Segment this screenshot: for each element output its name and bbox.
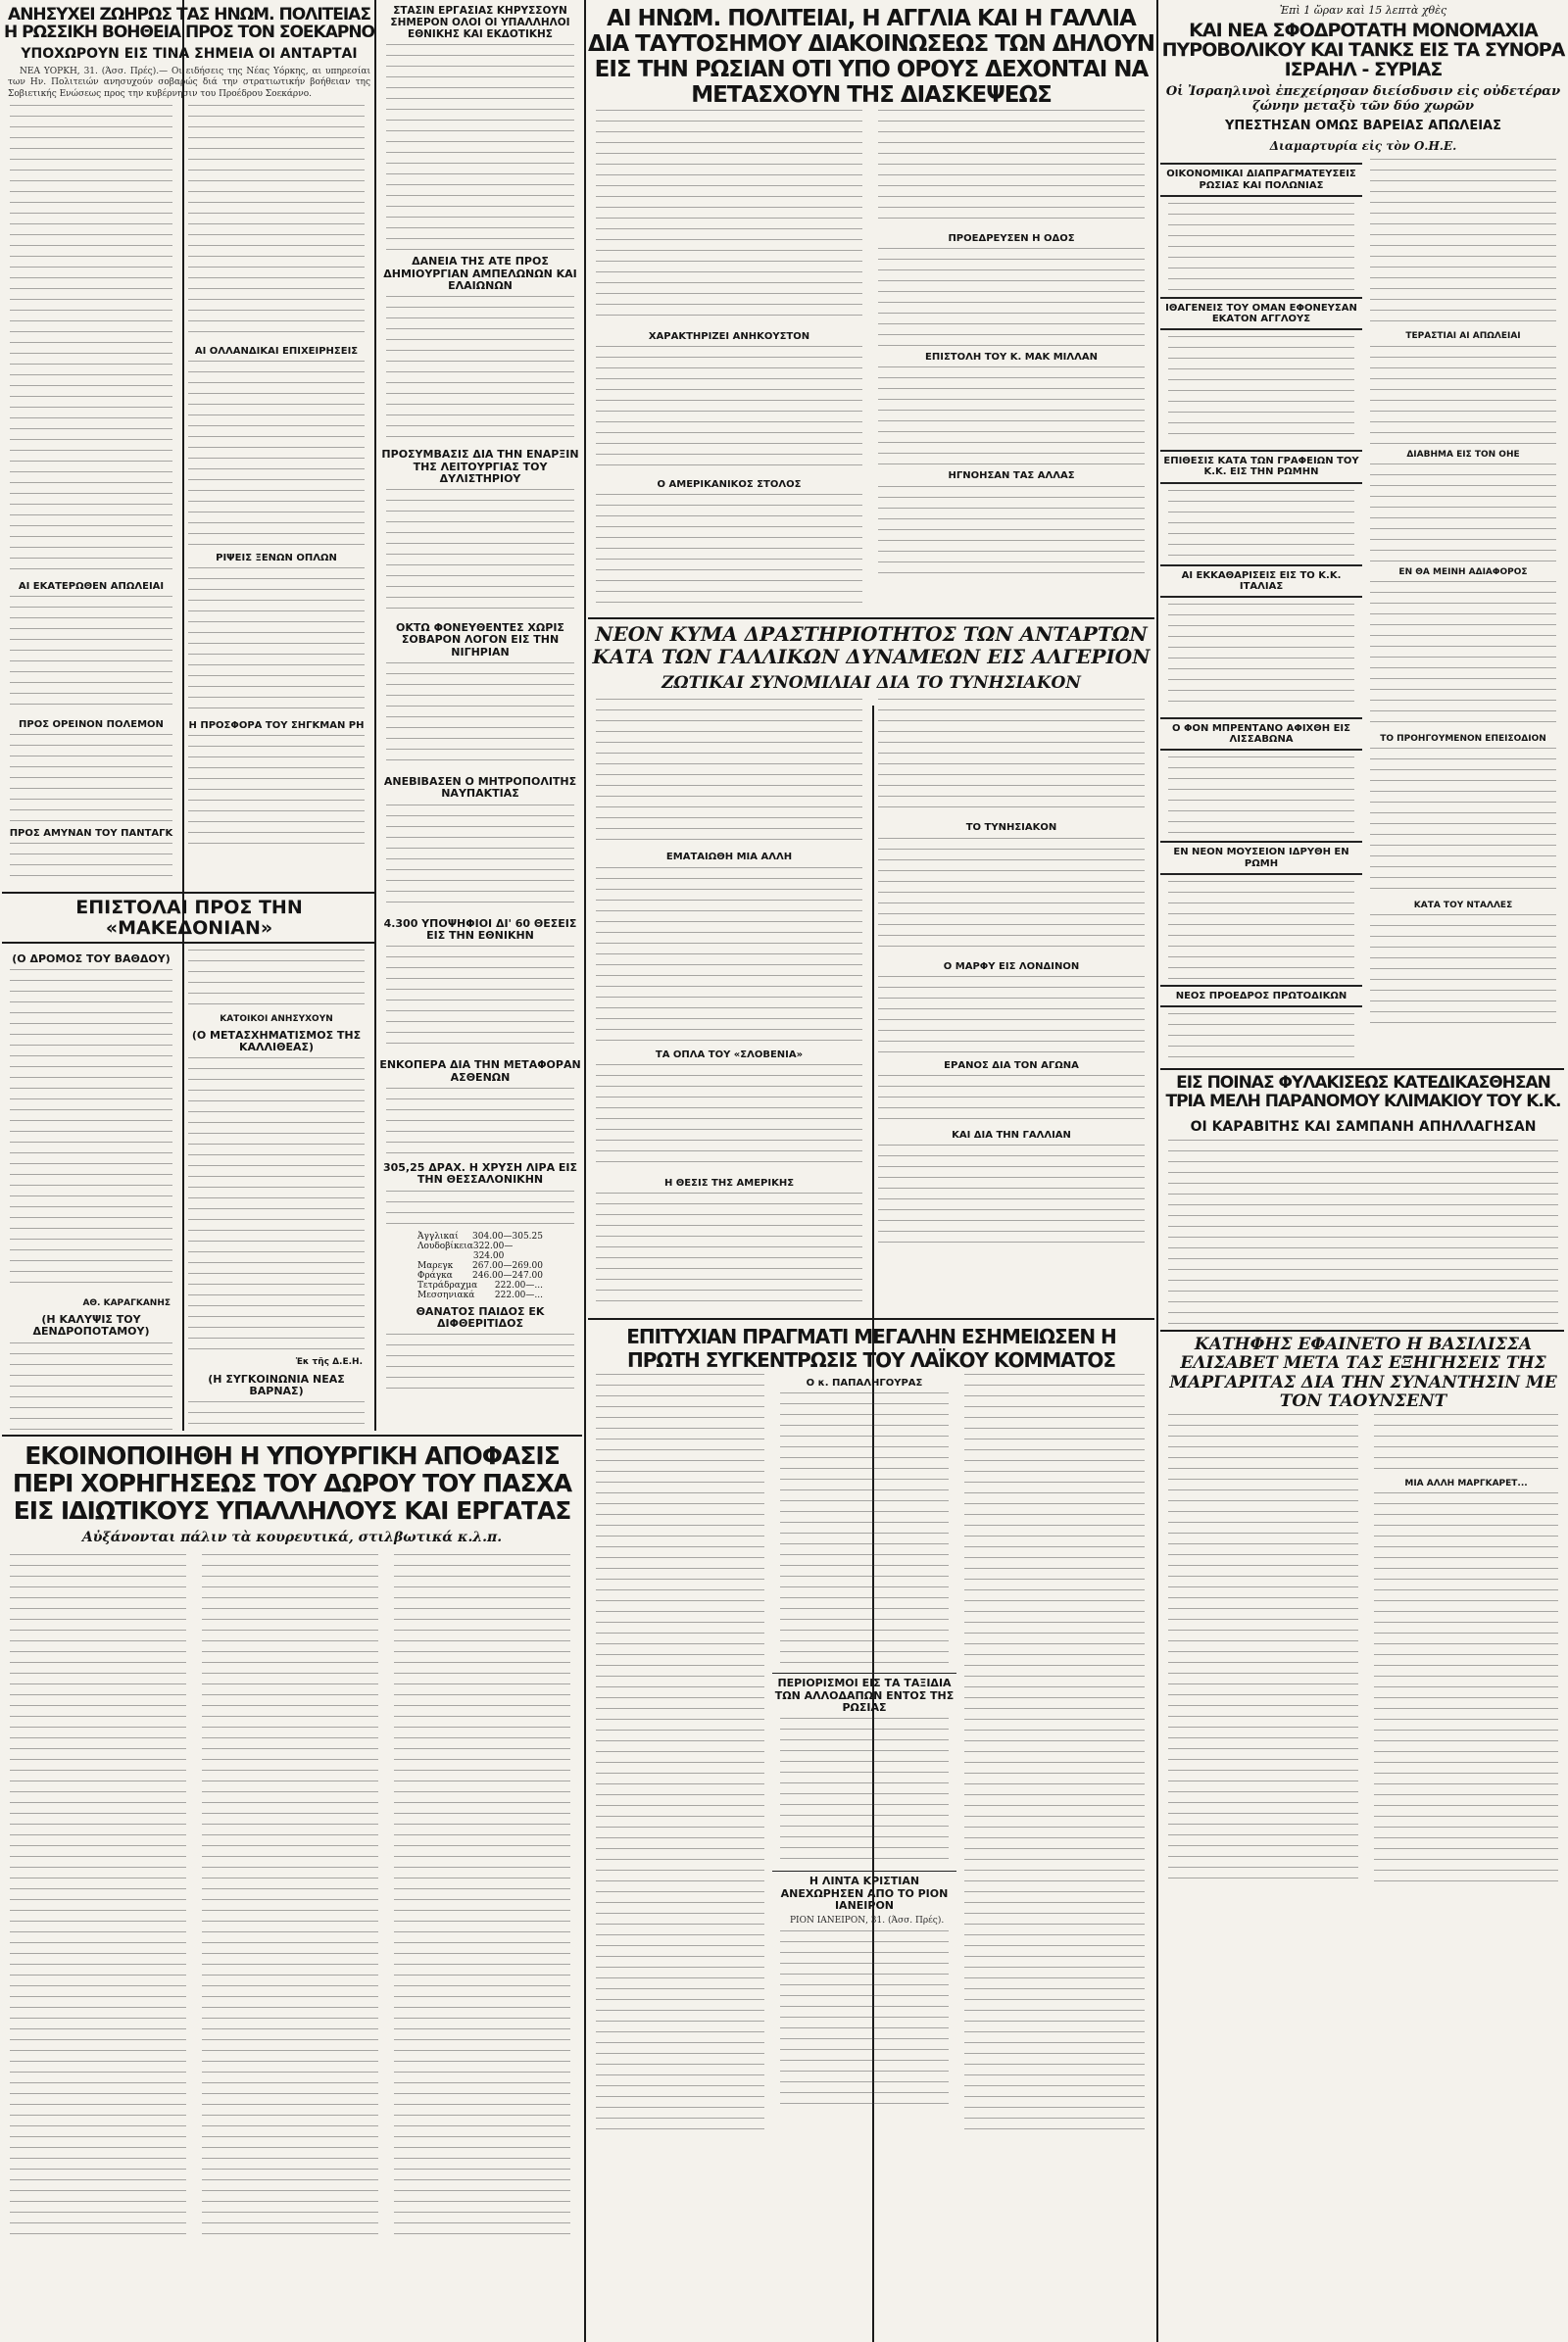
article-text-block bbox=[386, 1334, 574, 1392]
article-text-block bbox=[202, 1554, 378, 2240]
rate-value: 222.00—... bbox=[494, 1290, 543, 1300]
headline-anevisen: ΑΝΕΒΙΒΑΣΕΝ Ο ΜΗΤΡΟΠΟΛΙΤΗΣ ΝΑΥΠΑΚΤΙΑΣ bbox=[383, 775, 577, 801]
subhead-papaligouras: Ο κ. ΠΑΠΑΛΗΓΟΥΡΑΣ bbox=[806, 1378, 923, 1390]
rate-value: 304.00—305.25 bbox=[472, 1231, 543, 1242]
article-text-block bbox=[386, 1088, 574, 1156]
divider bbox=[588, 617, 1154, 619]
headline-fon-brentano: Ο ΦΟΝ ΜΠΡΕΝΤΑΝΟ ΑΦΙΧΘΗ ΕΙΣ ΛΙΣΣΑΒΩΝΑ bbox=[1160, 717, 1362, 751]
headline-doro-pascha: ΕΚΟΙΝΟΠΟΙΗΘΗ Η ΥΠΟΥΡΓΙΚΗ ΑΠΟΦΑΣΙΣ ΠΕΡΙ ΧΟΡΗΓΗΣΕΩΣ ΤΟΥ ΔΩΡΟΥ ΤΟΥ ΠΑΣΧΑ ΕΙΣ ΙΔΙΩΤΙΚΟΥΣ ΥΠΑΛΛΗΛΟΥΣ ΚΑΙ ΕΡΓΑΤΑΣ bbox=[12, 1441, 572, 1525]
article-text-block bbox=[1370, 748, 1556, 895]
article-text-block bbox=[878, 1145, 1145, 1252]
headline-mouseion: ΕΝ ΝΕΟΝ ΜΟΥΣΕΙΟΝ ΙΔΡΥΘΗ ΕΝ ΡΩΜΗ bbox=[1160, 841, 1362, 874]
article-text-block bbox=[386, 946, 574, 1053]
article-text-block bbox=[878, 248, 1145, 346]
article-text-block bbox=[1370, 581, 1556, 728]
article-text-block bbox=[780, 1930, 949, 2107]
rate-label: Μεσσηνιακά bbox=[417, 1290, 475, 1300]
subhead-diavima: ΔΙΑΒΗΜΑ ΕΙΣ ΤΟΝ ΟΗΕ bbox=[1406, 449, 1520, 460]
subhead-koureutika: Αὐξάνονται πάλιν τὰ κουρευτικά, στιλβωτικά κ.λ.π. bbox=[81, 1530, 503, 1545]
right-block bbox=[1160, 0, 1566, 2342]
subhead-nea-varna: (Η ΣΥΓΚΟΙΝΩΝΙΑ ΝΕΑΣ ΒΑΡΝΑΣ) bbox=[208, 1372, 345, 1397]
headline-israel-syria: ΚΑΙ ΝΕΑ ΣΦΟΔΡΟΤΑΤΗ ΜΟΝΟΜΑΧΙΑ ΠΥΡΟΒΟΛΙΚΟΥ ΚΑΙ ΤΑΝΚΣ ΕΙΣ ΤΑ ΣΥΝΟΡΑ ΙΣΡΑΗΛ - ΣΥΡΙΑΣ bbox=[1161, 20, 1565, 81]
headline-prosymvasi: ΠΡΟΣΥΜΒΑΣΙΣ ΔΙΑ ΤΗΝ ΕΝΑΡΞΙΝ ΤΗΣ ΛΕΙΤΟΥΡΓΙΑΣ ΤΟΥ ΔΥΛΙΣΤΗΡΙΟΥ bbox=[381, 448, 579, 485]
paragraph: ΡΙΟΝ ΙΑΝΕΙΡΟΝ, 31. (Άσσ. Πρές). bbox=[790, 1916, 945, 1927]
article-text-block bbox=[386, 44, 574, 250]
headline-enkopera: ΕΝΚΟΠΕΡΑ ΔΙΑ ΤΗΝ ΜΕΤΑΦΟΡΑΝ ΑΣΘΕΝΩΝ bbox=[379, 1058, 581, 1084]
gold-rate-table bbox=[417, 1232, 543, 1300]
article-text-block bbox=[1370, 914, 1556, 1032]
subhead-pantagk: ΠΡΟΣ ΑΜΥΝΑΝ ΤΟΥ ΠΑΝΤΑΓΚ bbox=[9, 828, 173, 840]
article-text-block bbox=[596, 867, 862, 1044]
headline-chrysi-lira: 305,25 ΔΡΑΧ. Η ΧΡΥΣΗ ΛΙΡΑ ΕΙΣ ΤΗΝ ΘΕΣΣΑΛΟΝΙΚΗΝ bbox=[382, 1160, 578, 1187]
subhead-adiaforos: ΕΝ ΘΑ ΜΕΙΝΗ ΑΔΙΑΦΟΡΟΣ bbox=[1398, 566, 1528, 577]
subhead-ignosai: ΗΓΝΟΗΣΑΝ ΤΑΣ ΑΛΛΑΣ bbox=[948, 470, 1075, 482]
paragraph: ΝΕΑ ΥΟΡΚΗ, 31. (Άσσ. Πρές).— Οι ειδήσεις της Νέας Υόρκης, αι υπηρεσίαι των Ην. Πολιτειών ανησυχούν σοβαρώς διά την στρατιωτικήν βοήθειαν της Σοβιετικής Ενώσεως προς την κυβέρνησιν του Προέδρου Σοεκάρνο. bbox=[8, 66, 370, 99]
letter-text-block bbox=[188, 950, 365, 1008]
subhead-margaret: ΜΙΑ ΑΛΛΗ ΜΑΡΓΚΑΡΕΤ... bbox=[1404, 1478, 1528, 1488]
time-note: Ἐπὶ 1 ὥραν καὶ 15 λεπτὰ χθὲς bbox=[1279, 4, 1447, 17]
headline-epistolai: ΕΠΙΣΤΟΛΑΙ ΠΡΟΣ ΤΗΝ «ΜΑΚΕΔΟΝΙΑΝ» bbox=[75, 897, 303, 939]
headline-oikonomikai: ΟΙΚΟΝΟΜΙΚΑΙ ΔΙΑΠΡΑΓΜΑΤΕΥΣΕΙΣ ΡΩΣΙΑΣ ΚΑΙ ΠΟΛΩΝΙΑΣ bbox=[1160, 163, 1362, 196]
divider bbox=[2, 942, 374, 944]
article-text-block bbox=[878, 976, 1145, 1054]
article-text-block bbox=[386, 805, 574, 912]
article-text-block bbox=[1370, 464, 1556, 561]
letter-text-block bbox=[188, 1057, 365, 1351]
subhead-thesis: Η ΘΕΣΙΣ ΤΗΣ ΑΜΕΡΙΚΗΣ bbox=[663, 1177, 795, 1189]
subhead-olland: ΑΙ ΟΛΛΑΝΔΙΚΑΙ ΕΠΙΧΕΙΡΗΣΕΙΣ bbox=[194, 345, 359, 357]
article-text-block bbox=[1168, 1140, 1558, 1326]
rate-row bbox=[417, 1232, 543, 1242]
subhead-katoikoi: ΚΑΤΟΙΚΟΙ ΑΝΗΣΥΧΟΥΝ bbox=[220, 1013, 333, 1024]
article-text-block bbox=[10, 105, 172, 575]
article-text-block bbox=[1168, 881, 1354, 979]
subhead-proel: ΠΡΟΕΔΡΕΥΣΕΝ Η ΟΔΟΣ bbox=[948, 232, 1075, 244]
rate-value: 222.00—... bbox=[494, 1280, 543, 1291]
subhead-terastiai: ΤΕΡΑΣΤΙΑΙ ΑΙ ΑΠΩΛΕΙΑΙ bbox=[1405, 331, 1521, 342]
article-text-block bbox=[596, 1064, 862, 1172]
column-rule bbox=[1156, 0, 1158, 2342]
article-text-block bbox=[386, 489, 574, 616]
rate-row bbox=[417, 1261, 543, 1271]
subhead-eranos: ΕΡΑΝΟΣ ΔΙΑ ΤΟΝ ΑΓΩΝΑ bbox=[944, 1059, 1079, 1071]
subhead-emataion: ΕΜΑΤΑΙΩΘΗ ΜΙΑ ΑΛΛΗ bbox=[665, 852, 793, 863]
headline-ypopsifioi: 4.300 ΥΠΟΨΗΦΙΟΙ ΔΙ' 60 ΘΕΣΕΙΣ ΕΙΣ ΤΗΝ ΕΘΝΙΚΗΝ bbox=[383, 916, 577, 942]
subhead-sigkman: Η ΠΡΟΣΦΟΡΑ ΤΟΥ ΣΗΓΚΜΑΝ ΡΗ bbox=[188, 720, 365, 732]
divider bbox=[2, 1435, 582, 1437]
subhead-milan: ΕΠΙΣΤΟΛΗ ΤΟΥ Κ. ΜΑΚ ΜΙΛΛΑΝ bbox=[925, 352, 1098, 364]
subhead-kallithea: (Ο ΜΕΤΑΣΧΗΜΑΤΙΣΜΟΣ ΤΗΣ ΚΑΛΛΙΘΕΑΣ) bbox=[191, 1028, 362, 1054]
headline-neos-proedros: ΝΕΟΣ ΠΡΟΕΔΡΟΣ ΠΡΩΤΟΔΙΚΩΝ bbox=[1160, 985, 1362, 1007]
article-linta-dateline bbox=[778, 1916, 951, 1927]
letter-signoff: Ἐκ τῆς Δ.Ε.Η. bbox=[295, 1357, 363, 1368]
divider bbox=[1160, 1068, 1564, 1070]
article-text-block bbox=[1168, 1013, 1354, 1062]
article-text-block bbox=[1370, 346, 1556, 444]
subhead-opla: ΤΑ ΟΠΛΑ ΤΟΥ «ΣΛΟΒΕΝΙΑ» bbox=[655, 1049, 804, 1060]
article-text-block bbox=[596, 346, 862, 473]
rate-value: 246.00—247.00 bbox=[472, 1270, 543, 1281]
letter-text-block bbox=[10, 1342, 172, 1431]
article-text-block bbox=[1168, 490, 1354, 559]
subhead-antartai: ΥΠΟΧΩΡΟΥΝ ΕΙΣ ΤΙΝΑ ΣΗΜΕΙΑ ΟΙ ΑΝΤΑΡΤΑΙ bbox=[21, 46, 358, 63]
subhead-diamartyria: Διαμαρτυρία εἰς τὸν Ο.Η.Ε. bbox=[1269, 139, 1457, 154]
subhead-oreinon: ΠΡΟΣ ΟΡΕΙΝΟΝ ΠΟΛΕΜΟΝ bbox=[19, 719, 164, 731]
rate-row bbox=[417, 1271, 543, 1281]
rate-label: Ἀγγλικαί bbox=[417, 1231, 459, 1242]
article-text-block bbox=[964, 1374, 1145, 2138]
headline-dialogs: ΑΙ ΗΝΩΜ. ΠΟΛΙΤΕΙΑΙ, Η ΑΓΓΛΙΑ ΚΑΙ Η ΓΑΛΛΙΑ ΔΙΑ ΤΑΥΤΟΣΗΜΟΥ ΔΙΑΚΟΙΝΩΣΕΩΣ ΤΩΝ ΔΗΛΟΥΝ ΕΙΣ ΤΗΝ ΡΩΣΙΑΝ ΟΤΙ ΥΠΟ ΟΡΟΥΣ ΔΕΧΟΝΤΑΙ ΝΑ ΜΕΤΑΣΧΟΥΝ ΤΗΣ ΔΙΑΣΚΕΨΕΩΣ bbox=[588, 6, 1154, 108]
subhead-israelinoi: Οἱ Ἰσραηλινοὶ ἐπεχείρησαν διείσδυσιν εἰς οὐδετέραν ζώνην μεταξὺ τῶν δύο χωρῶν bbox=[1165, 84, 1561, 114]
article-text-block bbox=[10, 843, 172, 886]
article-text-block bbox=[596, 494, 862, 611]
subhead-ripseis: ΡΙΨΕΙΣ ΞΕΝΩΝ ΟΠΛΩΝ bbox=[216, 553, 337, 564]
article-text-block bbox=[1168, 756, 1354, 835]
headline-thanatos: ΘΑΝΑΤΟΣ ΠΑΙΔΟΣ ΕΚ ΔΙΦΘΕΡΙΤΙΔΟΣ bbox=[416, 1304, 545, 1330]
article-text-block bbox=[596, 110, 862, 325]
subhead-apoleies: ΑΙ ΕΚΑΤΕΡΩΘΕΝ ΑΠΩΛΕΙΑΙ bbox=[18, 580, 165, 592]
subhead-ntalles: ΚΑΤΑ ΤΟΥ ΝΤΑΛΛΕΣ bbox=[1413, 900, 1513, 910]
headline-stasin: ΣΤΑΣΙΝ ΕΡΓΑΣΙΑΣ ΚΗΡΥΣΣΟΥΝ ΣΗΜΕΡΟΝ ΟΛΟΙ ΟΙ ΥΠΑΛΛΗΛΟΙ ΕΘΝΙΚΗΣ ΚΑΙ ΕΚΔΟΤΙΚΗΣ bbox=[390, 5, 570, 40]
rate-label: Φράγκα bbox=[417, 1270, 453, 1281]
letter-text-block bbox=[188, 1401, 365, 1431]
headline-ekkatharisis: ΑΙ ΕΚΚΑΘΑΡΙΣΕΙΣ ΕΙΣ ΤΟ Κ.Κ. ΙΤΑΛΙΑΣ bbox=[1160, 564, 1362, 598]
headline-soekarno: ΑΝΗΣΥΧΕΙ ΖΩΗΡΩΣ ΤΑΣ ΗΝΩΜ. ΠΟΛΙΤΕΙΑΣ Η ΡΩΣΣΙΚΗ ΒΟΗΘΕΙΑ ΠΡΟΣ ΤΟΝ ΣΟΕΚΑΡΝΟ bbox=[3, 5, 375, 43]
article-text-block bbox=[878, 838, 1145, 955]
headline-dane: ΔΑΝΕΙΑ ΤΗΣ ΑΤΕ ΠΡΟΣ ΔΗΜΙΟΥΡΓΙΑΝ ΑΜΠΕΛΩΝΩΝ ΚΑΙ ΕΛΑΙΩΝΩΝ bbox=[383, 255, 577, 292]
subhead-zotikai: ΖΩΤΙΚΑΙ ΣΥΝΟΜΙΛΙΑΙ ΔΙΑ ΤΟ ΤΥΝΗΣΙΑΚΟΝ bbox=[662, 673, 1081, 694]
subhead-kalyps: (Η ΚΑΛΥΨΙΣ ΤΟΥ ΔΕΝΔΡΟΠΟΤΑΜΟΥ) bbox=[32, 1313, 150, 1339]
article-text-block bbox=[386, 296, 574, 443]
article-text-block bbox=[878, 1075, 1145, 1124]
subhead-marfy: Ο ΜΑΡΦΥ ΕΙΣ ΛΟΝΔΙΝΟΝ bbox=[943, 960, 1080, 972]
article-text-block bbox=[1168, 336, 1354, 444]
article-text-block bbox=[188, 735, 365, 853]
article-text-block bbox=[596, 1374, 764, 2138]
article-text-block bbox=[10, 1554, 186, 2240]
article-text-block bbox=[878, 699, 1145, 816]
headline-poinas: ΕΙΣ ΠΟΙΝΑΣ ΦΥΛΑΚΙΣΕΩΣ ΚΑΤΕΔΙΚΑΣΘΗΣΑΝ ΤΡΙΑ ΜΕΛΗ ΠΑΡΑΝΟΜΟΥ ΚΛΙΜΑΚΙΟΥ ΤΟΥ Κ.Κ. bbox=[1165, 1072, 1561, 1112]
subhead-dromos: (Ο ΔΡΟΜΟΣ ΤΟΥ ΒΑΘΔΟΥ) bbox=[12, 951, 171, 965]
easter-bonus-article bbox=[2, 1435, 582, 2342]
article-text-block bbox=[188, 567, 365, 714]
divider bbox=[588, 1318, 1154, 1320]
article-text-block bbox=[386, 662, 574, 770]
article-soekarno-text bbox=[8, 67, 370, 100]
article-text-block bbox=[1168, 1414, 1358, 1884]
article-text-block bbox=[878, 366, 1145, 464]
headline-katifis: ΚΑΤΗΦΗΣ ΕΦΑΙΝΕΤΟ Η ΒΑΣΙΛΙΣΣΑ ΕΛΙΣΑΒΕΤ ΜΕΤΑ ΤΑΣ ΕΞΗΓΗΣΕΙΣ ΤΗΣ ΜΑΡΓΑΡΙΤΑΣ ΔΙΑ ΤΗΝ ΣΥΝΑΝΤΗΣΙΝ ΜΕ ΤΟΝ ΤΑΟΥΝΣΕΝΤ bbox=[1169, 1334, 1557, 1412]
rate-value: 322.00—324.00 bbox=[472, 1241, 514, 1261]
subhead-stolos: Ο ΑΜΕΡΙΚΑΝΙΚΟΣ ΣΤΟΛΟΣ bbox=[657, 479, 802, 491]
middle-block bbox=[588, 0, 1154, 2342]
subhead-gallias: ΚΑΙ ΔΙΑ ΤΗΝ ΓΑΛΛΙΑΝ bbox=[952, 1129, 1071, 1141]
column-three bbox=[378, 0, 582, 1431]
article-text-block bbox=[1168, 604, 1354, 711]
article-text-block bbox=[1374, 1414, 1558, 1473]
headline-epithesis: ΕΠΙΘΕΣΙΣ ΚΑΤΑ ΤΩΝ ΓΡΑΦΕΙΩΝ ΤΟΥ Κ.Κ. ΕΙΣ ΤΗΝ ΡΩΜΗΝ bbox=[1160, 450, 1362, 483]
subhead-proigoumeno: ΤΟ ΠΡΟΗΓΟΥΜΕΝΟΝ ΕΠΕΙΣΟΔΙΟΝ bbox=[1380, 733, 1546, 744]
rate-row bbox=[417, 1242, 543, 1261]
letter-signature: ΑΘ. ΚΑΡΑΓΚΑΝΗΣ bbox=[82, 1298, 171, 1309]
rate-value: 267.00—269.00 bbox=[472, 1260, 543, 1271]
article-text-block bbox=[878, 486, 1145, 574]
article-text-block bbox=[10, 734, 172, 822]
article-text-block bbox=[188, 105, 365, 340]
headline-ithagenis: ΙΘΑΓΕΝΕΙΣ ΤΟΥ ΟΜΑΝ ΕΦΟΝΕΥΣΑΝ ΕΚΑΤΟΝ ΑΓΓΛΟΥΣ bbox=[1160, 297, 1362, 330]
divider bbox=[2, 892, 374, 894]
article-text-block bbox=[1168, 203, 1354, 291]
subhead-tynisiakon: ΤΟ ΤΥΝΗΣΙΑΚΟΝ bbox=[965, 822, 1057, 834]
headline-neon-kyma: ΝΕΟΝ ΚΥΜΑ ΔΡΑΣΤΗΡΙΟΤΗΤΟΣ ΤΩΝ ΑΝΤΑΡΤΩΝ ΚΑΤΑ ΤΩΝ ΓΑΛΛΙΚΩΝ ΔΥΝΑΜΕΩΝ ΕΙΣ ΑΛΓΕΡΙΟΝ bbox=[592, 622, 1151, 669]
subhead-anikoustos: ΧΑΡΑΚΤΗΡΙΖΕΙ ΑΝΗΚΟΥΣΤΟΝ bbox=[648, 330, 810, 342]
article-text-block bbox=[878, 110, 1145, 227]
subhead-apoleies: ΥΠΕΣΤΗΣΑΝ ΟΜΩΣ ΒΑΡΕΙΑΣ ΑΠΩΛΕΙΑΣ bbox=[1225, 119, 1501, 134]
rate-label: Τετράδραχμα bbox=[417, 1280, 478, 1291]
divider bbox=[1160, 1330, 1564, 1332]
article-text-block bbox=[1370, 159, 1556, 325]
headline-periorismoi: ΠΕΡΙΟΡΙΣΜΟΙ ΕΙΣ ΤΑ ΤΑΞΙΔΙΑ ΤΩΝ ΑΛΛΟΔΑΠΩΝ ΕΝΤΟΣ ΤΗΣ ΡΩΣΙΑΣ bbox=[772, 1673, 956, 1714]
headline-okto: ΟΚΤΩ ΦΟΝΕΥΘΕΝΤΕΣ ΧΩΡΙΣ ΣΟΒΑΡΟΝ ΛΟΓΟΝ ΕΙΣ ΤΗΝ ΝΙΓΗΡΙΑΝ bbox=[396, 621, 564, 659]
article-text-block bbox=[596, 1193, 862, 1310]
rate-row bbox=[417, 1281, 543, 1291]
article-text-block bbox=[188, 361, 365, 547]
article-text-block bbox=[386, 1191, 574, 1230]
rate-label: Λουδοβίκεια bbox=[417, 1241, 473, 1251]
article-text-block bbox=[780, 1718, 949, 1865]
letter-text-block bbox=[10, 969, 172, 1293]
rate-label: Μαρεγκ bbox=[417, 1260, 454, 1271]
article-text-block bbox=[10, 596, 172, 713]
article-text-block bbox=[596, 699, 862, 846]
left-block bbox=[2, 0, 376, 1431]
rate-row bbox=[417, 1291, 543, 1300]
subhead-karavitis: ΟΙ ΚΑΡΑΒΙΤΗΣ ΚΑΙ ΣΑΜΠΑΝΗ ΑΠΗΛΛΑΓΗΣΑΝ bbox=[1190, 1118, 1537, 1135]
headline-epitychia: ΕΠΙΤΥΧΙΑΝ ΠΡΑΓΜΑΤΙ ΜΕΓΑΛΗΝ ΕΣΗΜΕΙΩΣΕΝ Η ΠΡΩΤΗ ΣΥΓΚΕΝΤΡΩΣΙΣ ΤΟΥ ΛΑΪΚΟΥ ΚΟΜΜΑΤΟΣ bbox=[626, 1324, 1116, 1372]
headline-linta: Η ΛΙΝΤΑ ΚΡΙΣΤΙΑΝ ΑΝΕΧΩΡΗΣΕΝ ΑΠΟ ΤΟ ΡΙΟΝ ΙΑΝΕΙΡΟΝ bbox=[772, 1871, 956, 1912]
article-text-block bbox=[1374, 1492, 1558, 1884]
article-text-block bbox=[394, 1554, 570, 2240]
article-text-block bbox=[780, 1392, 949, 1667]
column-rule bbox=[584, 0, 586, 2342]
